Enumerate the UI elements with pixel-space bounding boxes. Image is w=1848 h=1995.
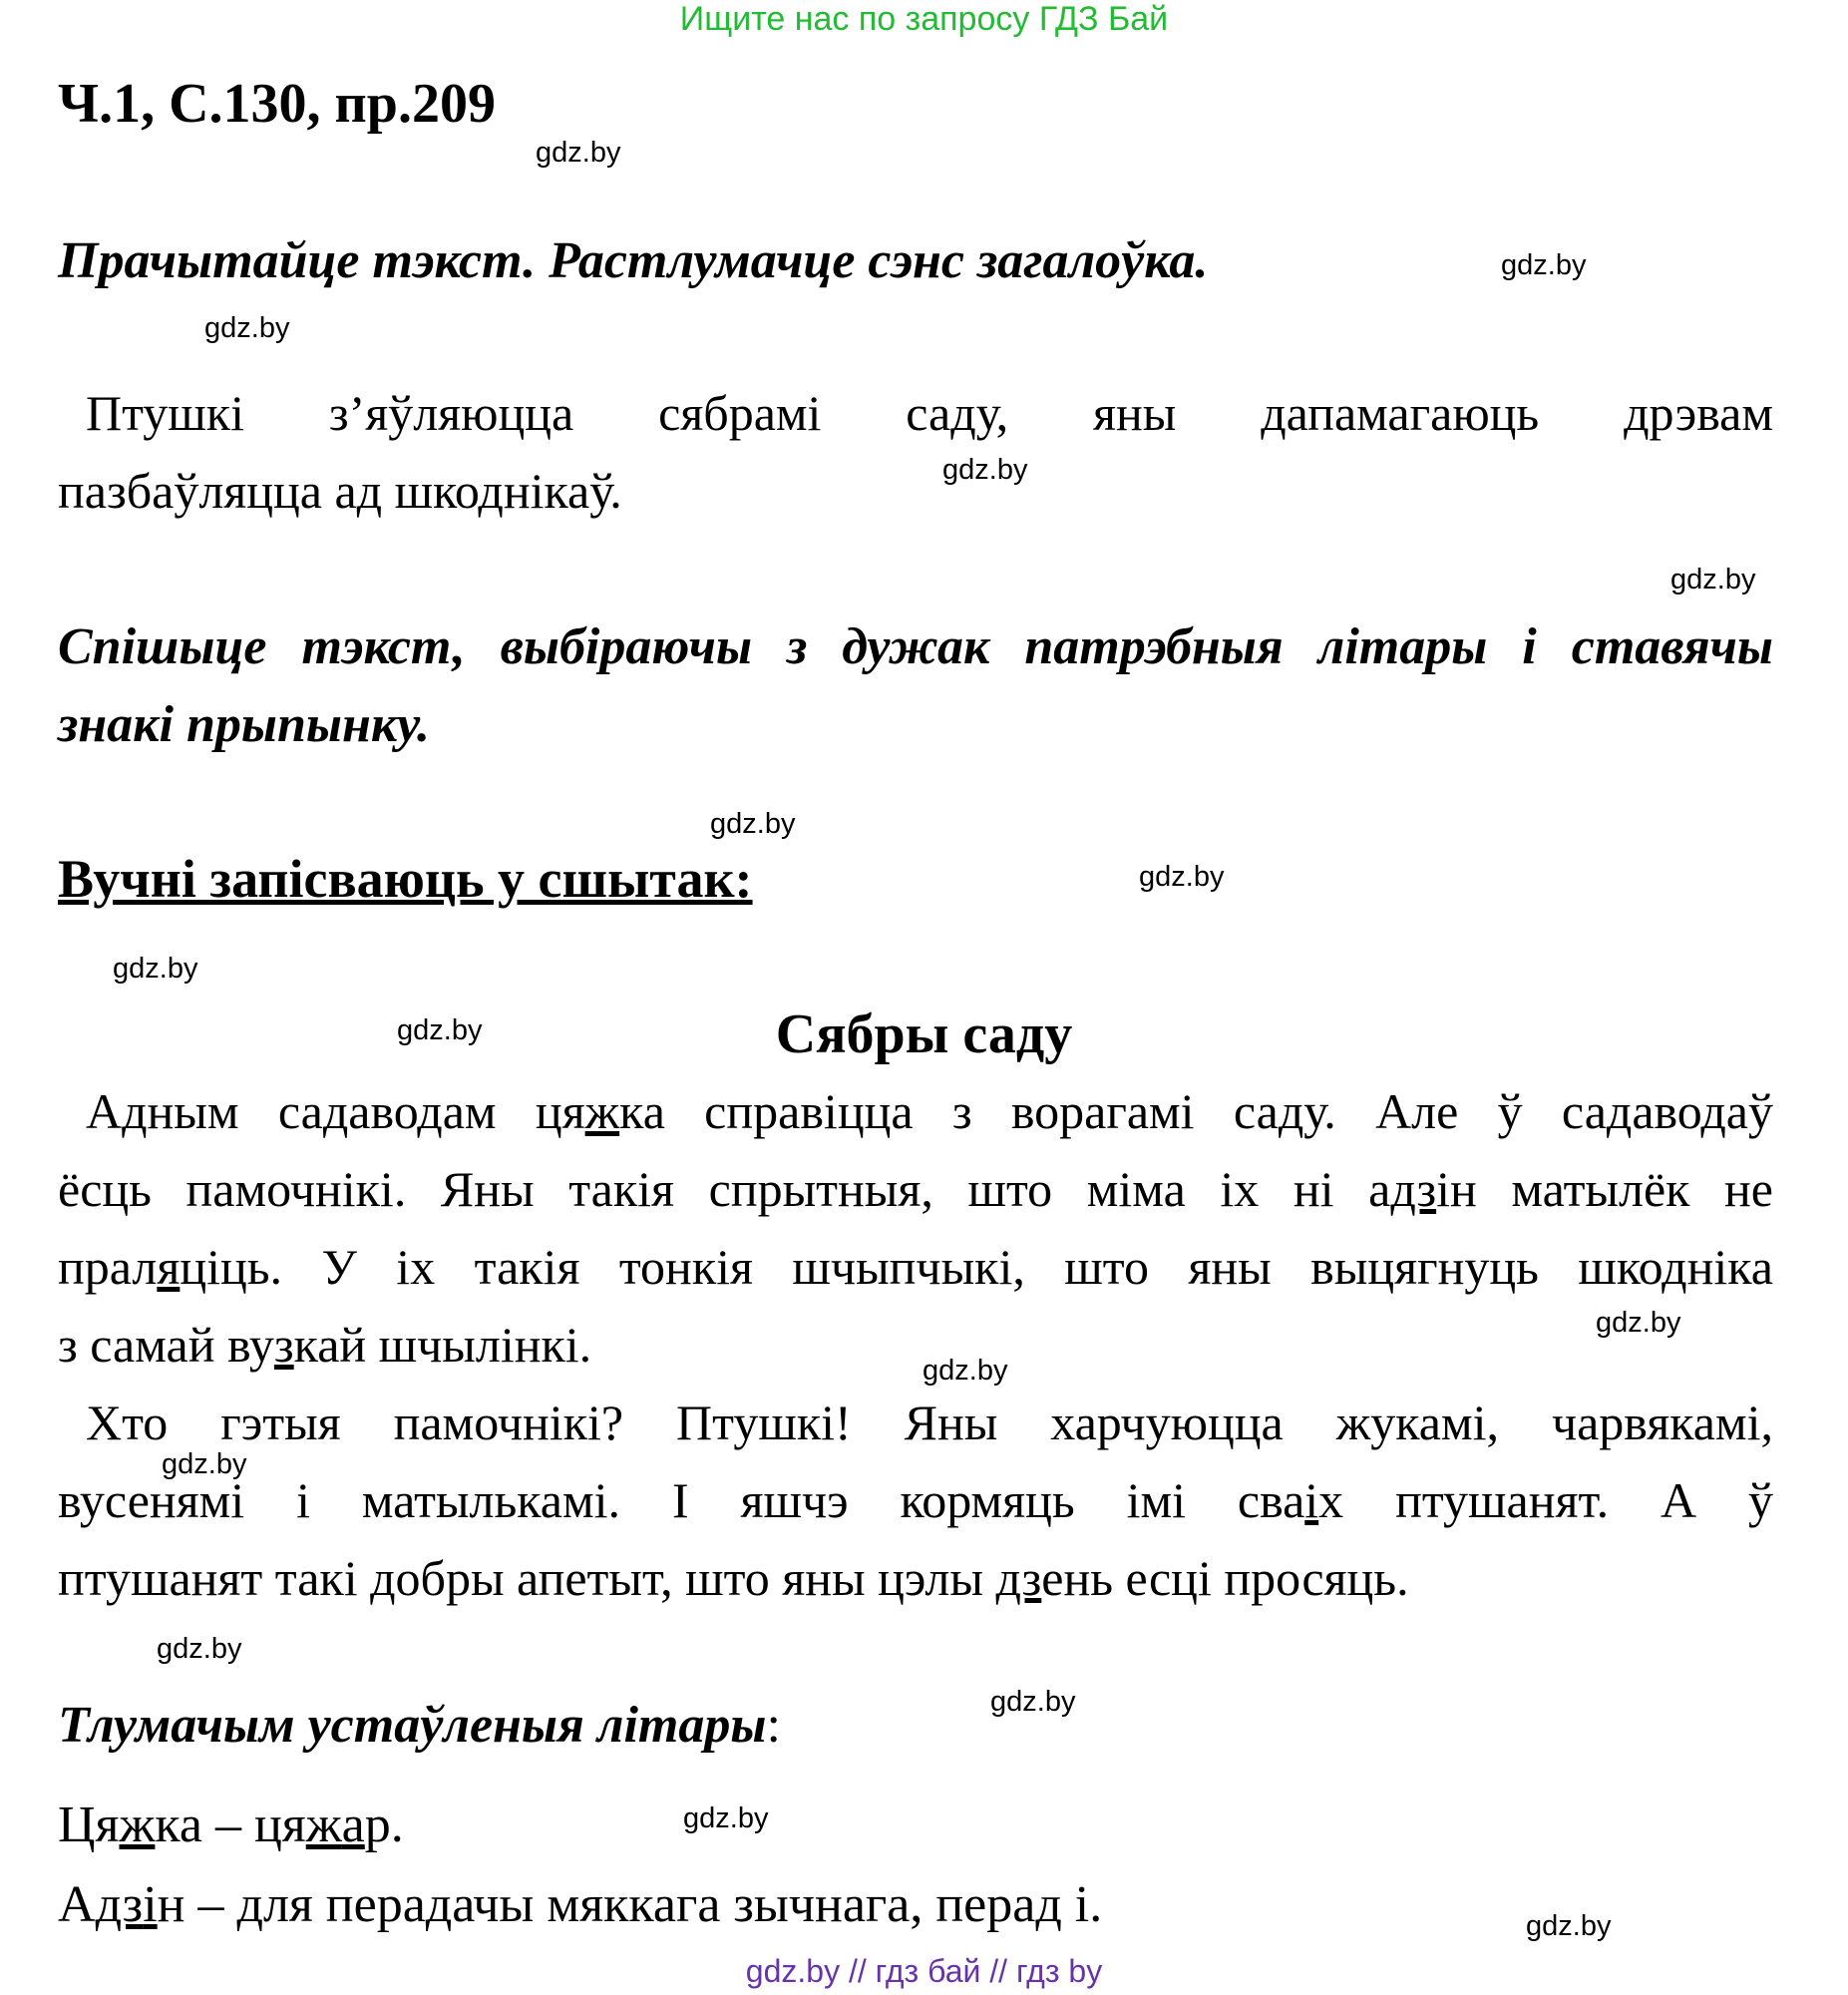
inserted-letter: з (273, 1317, 294, 1373)
watermark: gdz.by (683, 1802, 769, 1834)
inserted-letter: дз (95, 1876, 144, 1933)
explanation-line-2: Адзін – для перадачы мяккага зычнага, перад і. (58, 1876, 1103, 1933)
body-p2-line-3: птушанят такі добры апетыт, што яны цэлы дзень есці просяць. (58, 1550, 1409, 1606)
inserted-letter: я (157, 1239, 181, 1295)
watermark: gdz.by (710, 808, 796, 840)
body-p1-line-4: з самай вузкай шчылінкі. (58, 1317, 592, 1373)
watermark: gdz.by (1501, 249, 1587, 281)
body-p1-line-2: ёсць памочнікі. Яны такія спрытныя, што міма іх ні адзін матылёк не (58, 1161, 1773, 1217)
inserted-letter: ж (305, 1796, 342, 1853)
watermark: gdz.by (397, 1014, 483, 1046)
intro-paragraph (58, 374, 1773, 530)
watermark: gdz.by (990, 1686, 1076, 1718)
watermark: gdz.by (162, 1448, 247, 1480)
watermark: gdz.by (942, 454, 1028, 486)
task-instruction-2 (58, 608, 1773, 764)
watermark: gdz.by (1670, 564, 1756, 596)
watermark: gdz.by (1596, 1307, 1681, 1339)
top-banner: Ищите нас по запросу ГДЗ Бай (679, 0, 1169, 38)
inserted-letter: дз (995, 1550, 1042, 1606)
intro-line-1: Птушкі з’яўляюцца сябрамі саду, яны дапамагаюць дрэвам (86, 385, 1773, 441)
watermark: gdz.by (113, 953, 198, 985)
section-title: Вучні запісваюць у сшытак: (58, 849, 753, 909)
body-p2-line-1: Хто гэтыя памочнікі? Птушкі! Яны харчуюцца жукамі, чарвякамі, (86, 1395, 1773, 1450)
footer-watermark: gdz.by // гдз бай // гдз by (745, 1953, 1103, 1989)
inserted-letter: ж (584, 1083, 620, 1139)
watermark: gdz.by (1526, 1910, 1612, 1942)
body-p2-line-2: вусенямі і матылькамі. І яшчэ кормяць імі сваіх птушанят. А ў (58, 1472, 1773, 1528)
inserted-letter: дз (1390, 1161, 1437, 1217)
inserted-letter: і (1304, 1472, 1319, 1528)
task2-line-1: Спішыце тэкст, выбіраючы з дужак патрэбныя літары і ставячы (58, 618, 1773, 675)
task-instruction-1: Прачытайце тэкст. Растлумачце сэнс загалоўка. (58, 232, 1209, 289)
body-p1-line-3: праляціць. У іх такія тонкія шчыпчыкі, што яны выцягнуць шкодніка (58, 1239, 1773, 1295)
body-paragraph-1 (58, 1072, 1773, 1384)
explanation-title: Тлумачым устаўленыя літары: (58, 1697, 781, 1754)
inserted-letter: ж (119, 1796, 156, 1853)
task2-line-2: знакі прыпынку. (58, 696, 430, 753)
page-title: Ч.1, С.130, пр.209 (58, 73, 496, 135)
intro-line-2: пазбаўляцца ад шкоднікаў. (58, 463, 622, 519)
watermark: gdz.by (204, 312, 290, 344)
body-p1-line-1: Адным садаводам цяжка справіцца з ворагамі саду. Але ў садаводаў (86, 1083, 1773, 1139)
explanation-line-1: Цяжка – цяжар. (58, 1796, 404, 1853)
watermark: gdz.by (1139, 861, 1225, 893)
watermark: gdz.by (923, 1355, 1008, 1387)
text-title: Сябры саду (775, 1003, 1073, 1065)
watermark: gdz.by (157, 1633, 242, 1665)
watermark: gdz.by (536, 137, 621, 169)
body-paragraph-2 (58, 1384, 1773, 1617)
